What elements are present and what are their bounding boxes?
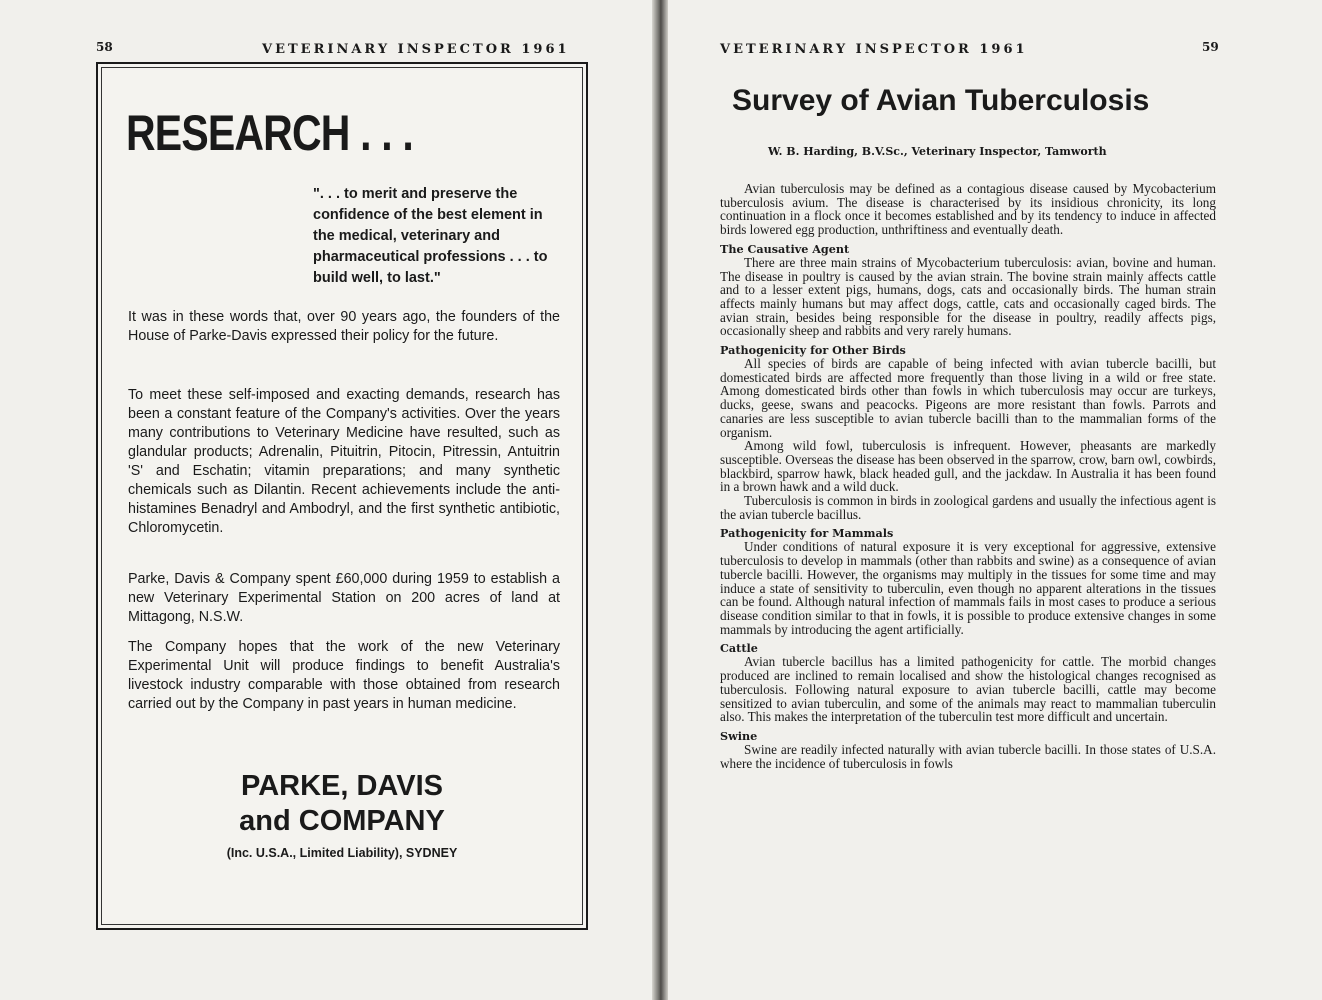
ad-headline: RESEARCH . . . <box>126 105 413 161</box>
section-heading: Pathogenicity for Mammals <box>720 526 894 541</box>
section-paragraph: There are three main strains of Mycobacterium tuberculosis: avian, bovine and human. The disease in poultry is caused by the avian strain. The bovine strain mainly affects cattle and to a lesser extent pigs, humans, dogs, cats and occasionally birds. The human strain affects mainly humans but may affect dogs, cattle, cats and occasionally caged birds. The avian strain, besides being responsible for the disease in poultry, readily affects pigs, occasionally sheep and rabbits and very rarely humans. <box>720 254 1216 339</box>
running-head: VETERINARY INSPECTOR 1961 <box>720 42 1028 57</box>
page-number: 58 <box>96 40 113 54</box>
ad-quote: ". . . to merit and preserve the confidence of the best element in the medical, veterinary and pharmaceutical professions . . . to build well, to last." <box>313 186 548 286</box>
section-paragraph: All species of birds are capable of being infected with avian tubercle bacilli, but domesticated birds are affected more frequently than those living in a wild or free state. Among domesticated birds other than fowls in which tuberculosis may occur are turkeys, ducks, geese, swans and peacocks. Pigeons are more resistant than fowls. Parrots and canaries are less susceptible to avian tubercle bacilli than to the mammalian forms of the organism. <box>720 356 1216 440</box>
ad-paragraph: Parke, Davis & Company spent £60,000 during 1959 to establish a new Veterinary Experimental Station on 200 acres of land at Mittagong, N.S.W. <box>128 571 560 625</box>
company-name-line-1: PARKE, DAVIS <box>241 770 443 802</box>
advertisement <box>96 62 588 930</box>
section-paragraph: Swine are readily infected naturally with avian tubercle bacilli. In those states of U.S.A. where the incidence of tuberculosis in fowls <box>720 741 1216 771</box>
ad-paragraph: To meet these self-imposed and exacting demands, research has been a constant feature of the Company's activities. Over the years many contributions to Veterinary Medicine have resulted, such as glandular products; Adrenalin, Pituitrin, Pitocin, Pitressin, Antuitrin 'S' and Eschatin; vitamin preparations; and many synthetic chemicals such as Dilantin. Recent achievements include the anti-histamines Benadryl and Ambodryl, and the first synthetic antibiotic, Chloromycetin. <box>128 387 560 536</box>
article-byline: W. B. Harding, B.V.Sc., Veterinary Inspector, Tamworth <box>768 145 1107 158</box>
section-paragraph: Among wild fowl, tuberculosis is infrequent. However, pheasants are markedly susceptible. Overseas the disease has been observed in the sparrow, crow, barn owl, cowbirds, blackbird, sparrow hawk, black headed gull, and the jackdaw. In Australia it has been found in a brown hawk and a wild duck. <box>720 438 1216 495</box>
book-gutter <box>652 0 668 1000</box>
running-head: VETERINARY INSPECTOR 1961 <box>262 42 570 57</box>
section-paragraph: Tuberculosis is common in birds in zoological gardens and usually the infectious agent is the avian tubercle bacillus. <box>720 493 1216 522</box>
ad-paragraph: It was in these words that, over 90 years ago, the founders of the House of Parke-Davis expressed their policy for the future. <box>128 309 560 344</box>
section-heading: Swine <box>720 728 758 743</box>
section-paragraph: Avian tubercle bacillus has a limited pathogenicity for cattle. The morbid changes produced are inclined to remain localised and show the histological changes recognised as tuberculosis. Following natural exposure to avian tubercle bacilli, cattle may become sensitized to avian tuberculin, and some of the animals may react to mammalian tuberculin also. This makes the interpretation of the tuberculin test more difficult and uncertain. <box>720 654 1216 725</box>
section-heading: Cattle <box>720 641 758 656</box>
article-body <box>720 182 1216 770</box>
article-title: Survey of Avian Tuberculosis <box>732 84 1150 117</box>
company-name-line-2: and COMPANY <box>239 805 445 837</box>
company-subtitle: (Inc. U.S.A., Limited Liability), SYDNEY <box>226 846 458 860</box>
section-paragraph: Under conditions of natural exposure it is very exceptional for aggressive, extensive tuberculosis to develop in mammals (other than rabbits and swine) as a consequence of avian tubercle bacilli. However, the organisms may multiply in the tissues for some time and may induce a state of sensitivity to tuberculin, even though no apparent alterations in the tissues can be found. Although natural infection of mammals fails in most cases to produce a serious disease condition similar to that in fowls, it is possible to produce extensive changes in some mammals by introducing the agent artificially. <box>720 539 1216 637</box>
section-heading: The Causative Agent <box>720 241 850 256</box>
right-page <box>668 0 1322 1000</box>
ad-paragraph: The Company hopes that the work of the new Veterinary Experimental Unit will produce findings to benefit Australia's livestock industry comparable with those obtained from research carried out by the Company in past years in human medicine. <box>128 639 560 712</box>
section-heading: Pathogenicity for Other Birds <box>720 343 906 358</box>
intro-paragraph: Avian tuberculosis may be defined as a contagious disease caused by Mycobacterium tuberculosis avium. The disease is characterised by its insidious chronicity, its long continuation in a flock once it becomes established and by its tendency to induce in affected birds lowered egg production, unthriftiness and eventually death. <box>720 181 1216 238</box>
left-page <box>0 0 652 1000</box>
page-number: 59 <box>1202 40 1219 54</box>
